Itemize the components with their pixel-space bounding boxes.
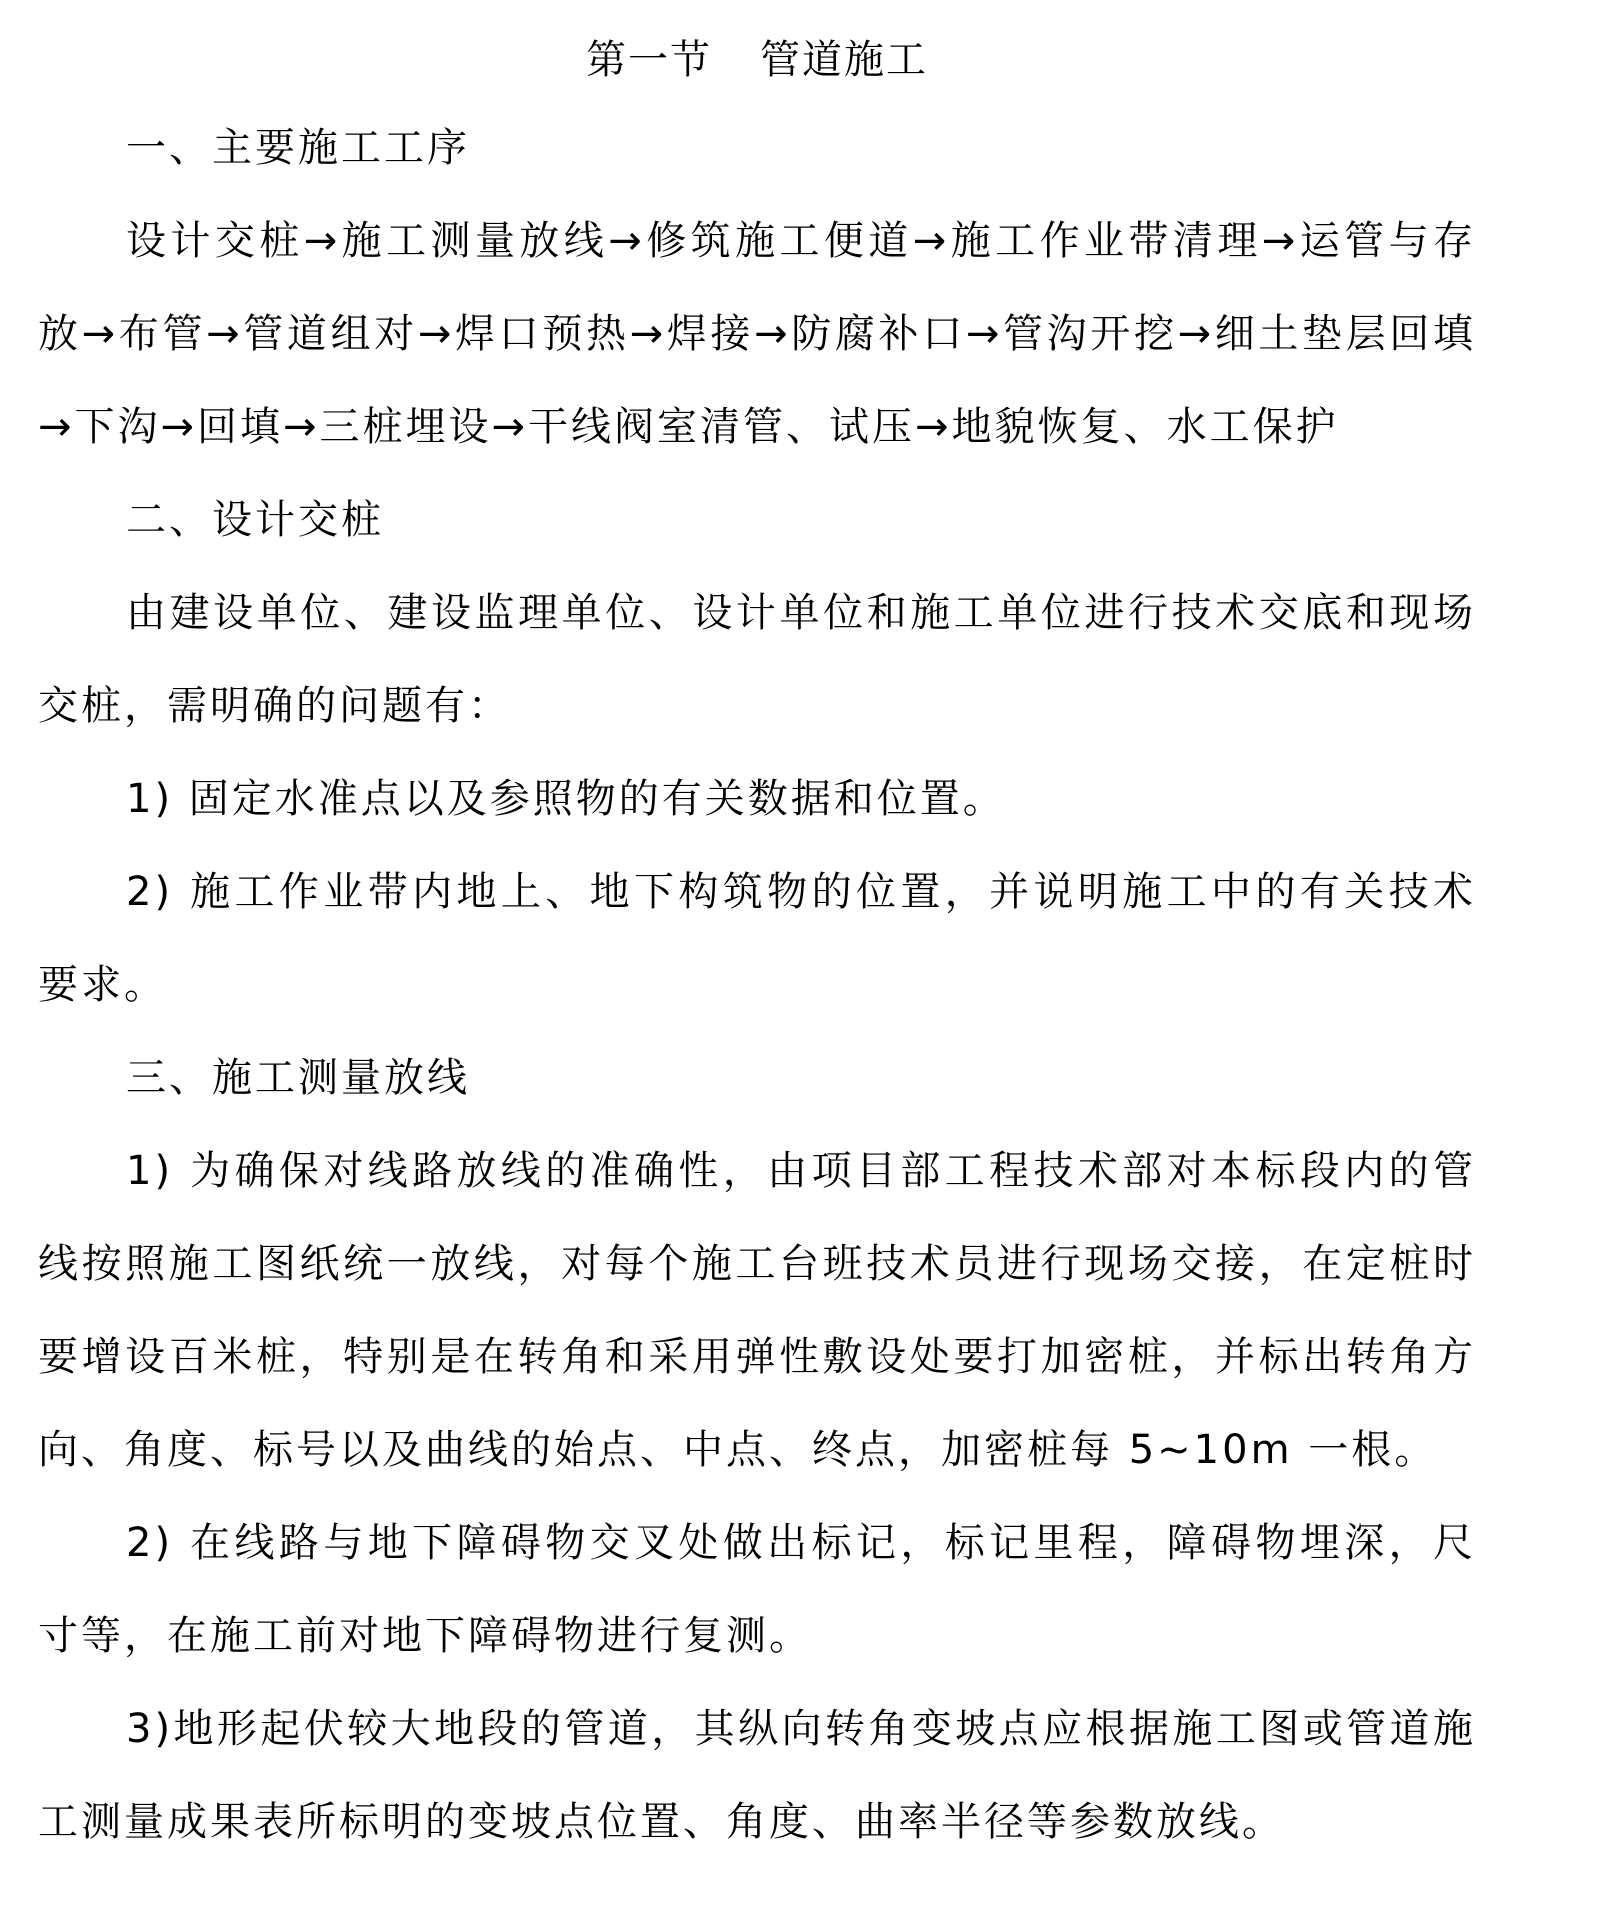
section2-intro: 由建设单位、建设监理单位、设计单位和施工单位进行技术交底和现场交桩，需明确的问题有： [38,590,1476,729]
section1-heading: 一、主要施工工序 [126,125,470,171]
section3-item-1: 1) 为确保对线路放线的准确性，由项目部工程技术部对本标段内的管线按照施工图纸统一放线，对每个施工台班技术员进行现场交接，在定桩时要增设百米桩，特别是在转角和采用弹性敷设处要打加密桩，并标出转角方向、角度、标号以及曲线的始点、中点、终点，加密桩每 5~10m 一根。 [38,1148,1476,1473]
title-section-name: 管道施工 [760,37,928,83]
section1-body: 设计交桩→施工测量放线→修筑施工便道→施工作业带清理→运管与存放→布管→管道组对→焊口预热→焊接→防腐补口→管沟开挖→细土垫层回填→下沟→回填→三桩埋设→干线阀室清管、试压→地貌恢复、水工保护 [38,218,1476,450]
section3-item-2: 2) 在线路与地下障碍物交叉处做出标记，标记里程，障碍物埋深，尺寸等，在施工前对地下障碍物进行复测。 [38,1520,1476,1659]
section2-item-1: 1) 固定水准点以及参照物的有关数据和位置。 [126,776,1006,822]
page-title [38,18,1476,102]
section2-item-2: 2) 施工作业带内地上、地下构筑物的位置，并说明施工中的有关技术要求。 [38,869,1476,1008]
section2-heading: 二、设计交桩 [126,497,384,543]
document-page [38,18,1476,1869]
title-section-number: 第一节 [586,37,712,83]
section3-item-3: 3)地形起伏较大地段的管道，其纵向转角变坡点应根据施工图或管道施工测量成果表所标明的变坡点位置、角度、曲率半径等参数放线。 [38,1706,1476,1845]
section3-heading: 三、施工测量放线 [126,1055,470,1101]
